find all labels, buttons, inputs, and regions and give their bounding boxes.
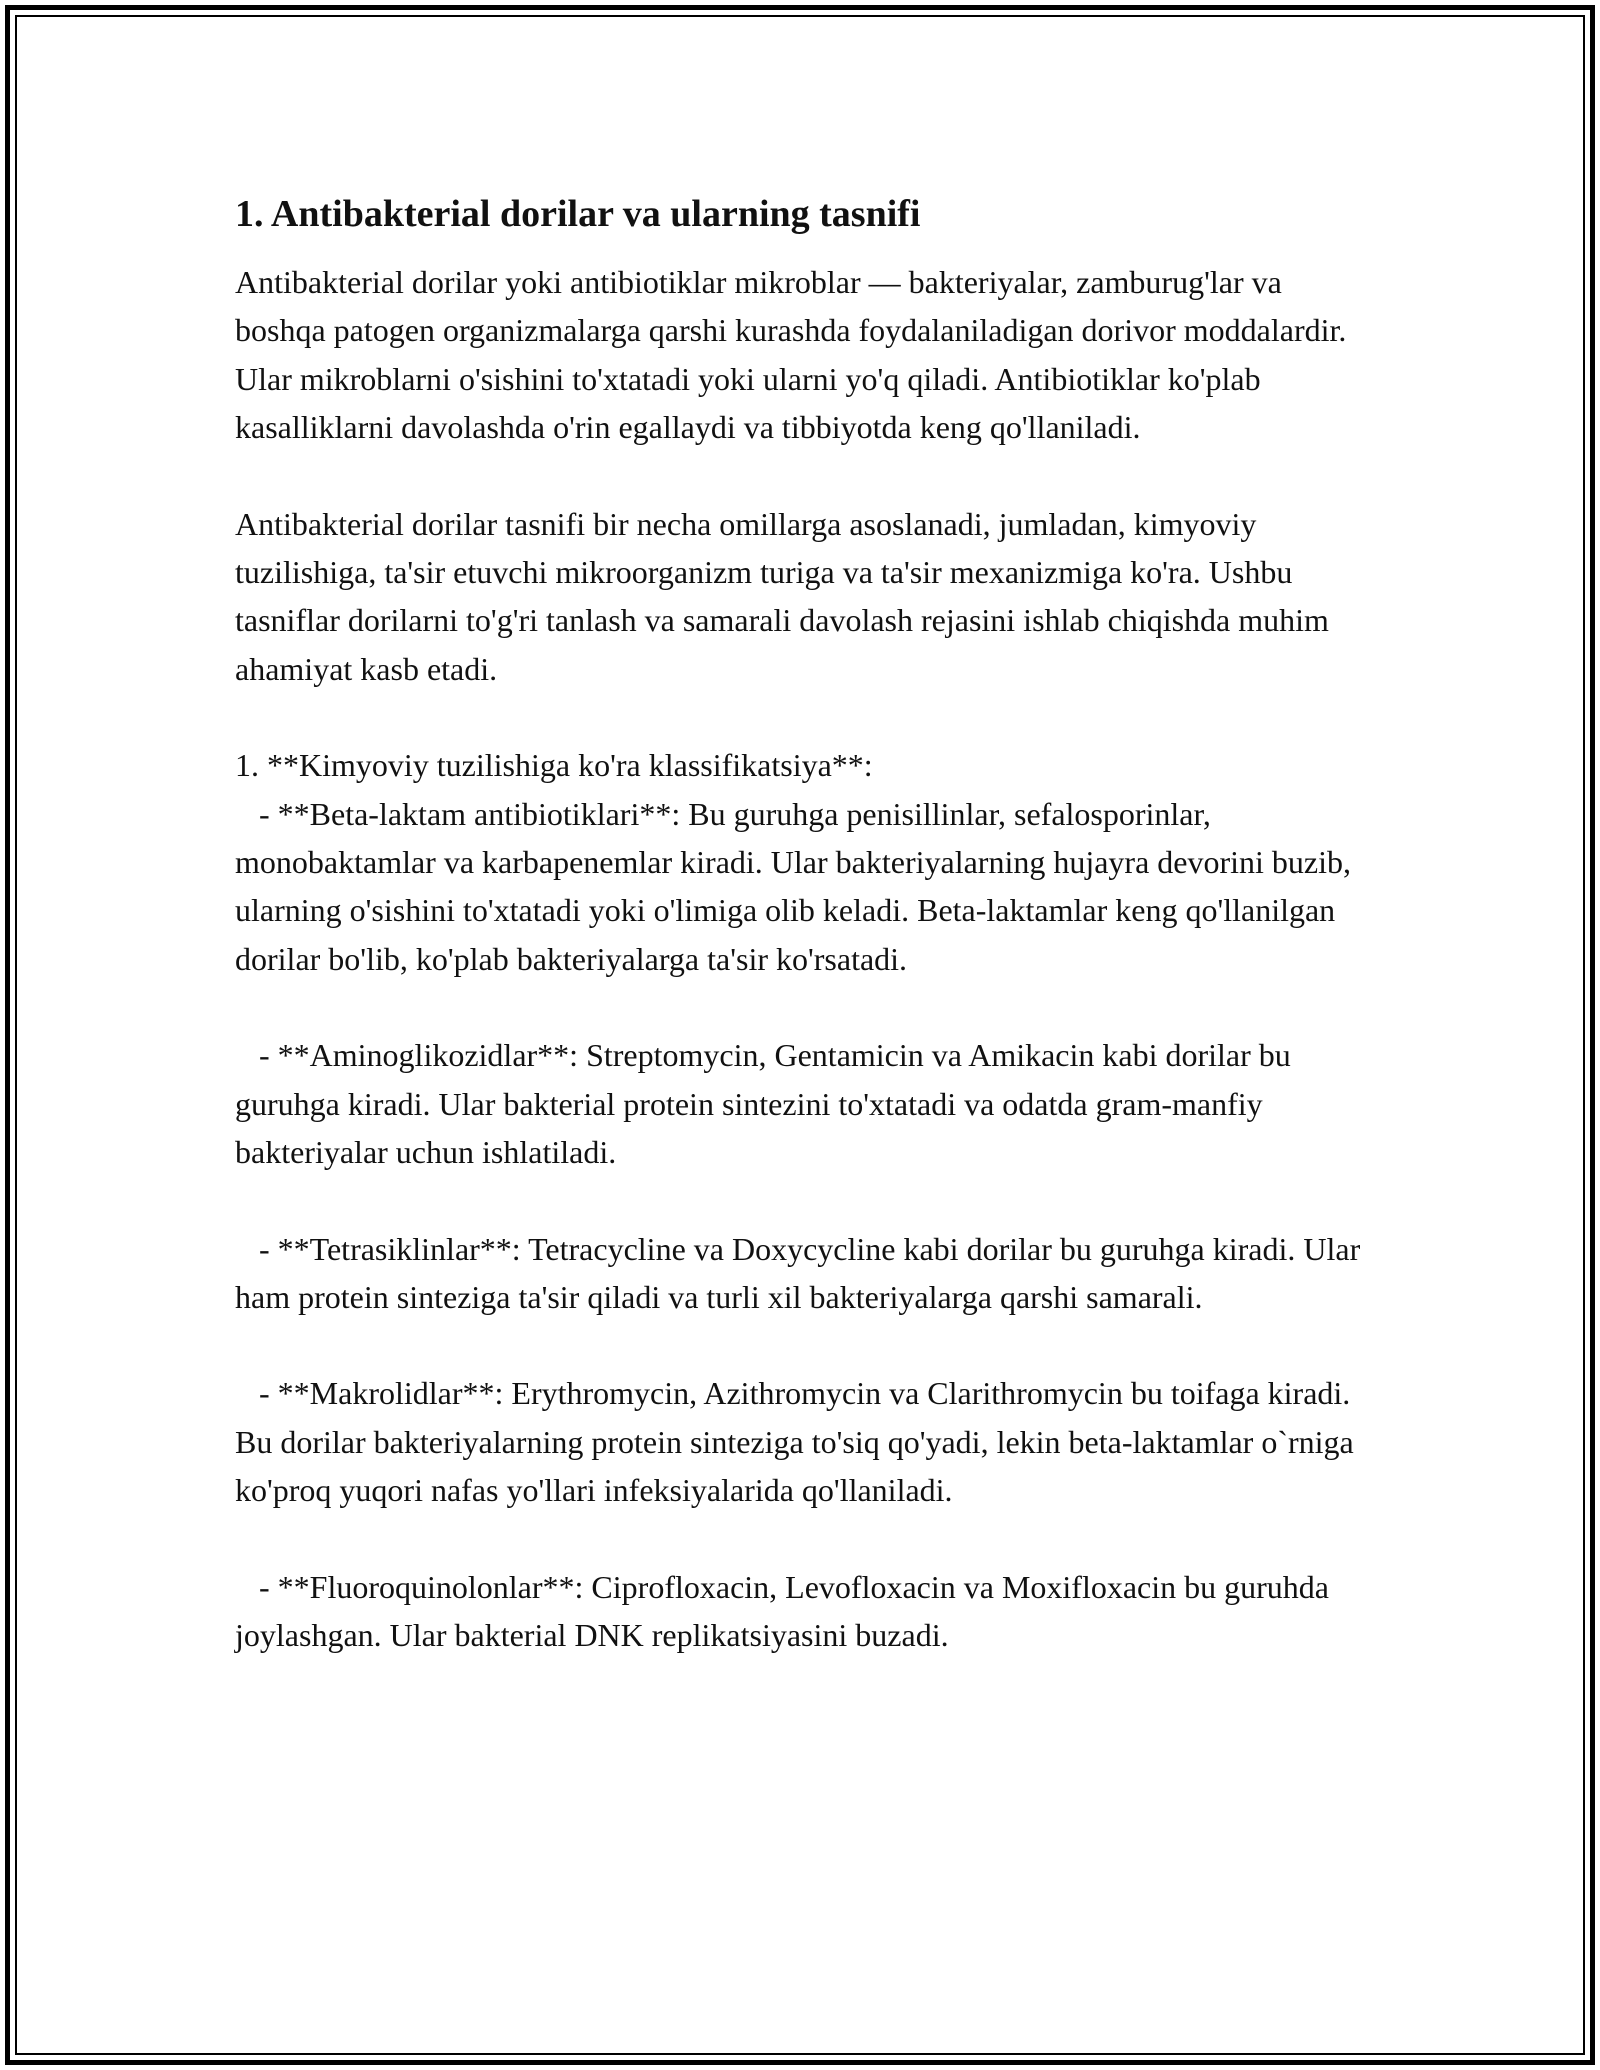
intro-paragraph: Antibakterial dorilar yoki antibiotiklar mikroblar — bakteriyalar, zamburug'lar va boshqa patogen organizmalarga qarshi kurashda foydalaniladigan dorivor moddalardir. Ular mikroblarni o'sishini to'xtatadi yoki ularni yo'q qiladi. Antibiotiklar ko'plab kasalliklarni davolashda o'rin egallaydi va tibbiyotda keng qo'llaniladi. — [235, 264, 1347, 446]
classification-paragraph: Antibakterial dorilar tasnifi bir necha omillarga asoslanadi, jumladan, kimyoviy tuzilishiga, ta'sir etuvchi mikroorganizm turiga va ta'sir mexanizmiga ko'ra. Ushbu tasniflar dorilarni to'g'ri tanlash va samarali davolash rejasini ishlab chiqishda muhim ahamiyat kasb etadi. — [235, 505, 1329, 687]
list-item-beta-lactams — [235, 790, 1375, 984]
list-item-text: - **Fluoroquinolonlar**: Ciprofloxacin, Levofloxacin va Moxifloxacin bu guruhda joylashgan. Ular bakterial DNK replikatsiyasini buzadi. — [235, 1568, 1329, 1653]
section-title: 1. Antibakterial dorilar va ularning tasnifi — [235, 193, 921, 235]
list-item-text: - **Aminoglikozidlar**: Streptomycin, Gentamicin va Amikacin kabi dorilar bu guruhga kiradi. Ular bakterial protein sintezini to'xtatadi va odatda gram-manfiy bakteriyalar uchun ishlatiladi. — [235, 1037, 1291, 1171]
list-item-text: - **Tetrasiklinlar**: Tetracycline va Doxycycline kabi dorilar bu guruhga kiradi. Ular ham protein sinteziga ta'sir qiladi va turli xil bakteriyalarga qarshi samarali. — [235, 1230, 1361, 1315]
document-body — [235, 188, 1375, 1707]
list-item-fluoroquinolones — [235, 1563, 1375, 1660]
list-item-aminoglycosides — [235, 1031, 1375, 1176]
list-item-tetracyclines — [235, 1225, 1375, 1322]
list-item-macrolides — [235, 1369, 1375, 1514]
list-item-text: - **Makrolidlar**: Erythromycin, Azithromycin va Clarithromycin bu toifaga kiradi. Bu dorilar bakteriyalarning protein sinteziga to'siq qo'yadi, lekin beta-laktamlar o`rniga ko'proq yuqori nafas yo'llari infeksiyalarida qo'llaniladi. — [235, 1375, 1354, 1509]
list-item-text: - **Beta-laktam antibiotiklari**: Bu guruhga penisillinlar, sefalosporinlar, monobaktamlar va karbapenemlar kiradi. Ular bakteriyalarning hujayra devorini buzib, ularning o'sishini to'xtatadi yoki o'limiga olib keladi. Beta-laktamlar keng qo'llanilgan dorilar bo'lib, ko'plab bakteriyalarga ta'sir ko'rsatadi. — [235, 795, 1352, 977]
list-heading: 1. **Kimyoviy tuzilishiga ko'ra klassifikatsiya**: — [235, 747, 873, 784]
